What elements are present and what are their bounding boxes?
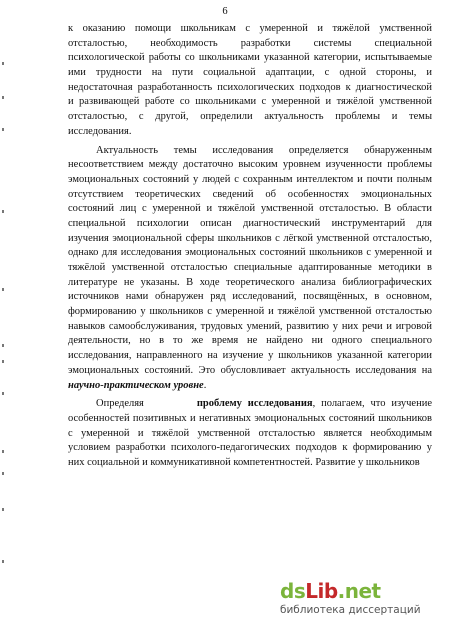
paragraph-2 <box>68 144 432 394</box>
text-line: и развивающей работе со школьниками с умеренной и тяжёлой умственной <box>68 96 432 108</box>
dslib-logo: dsLib.net <box>280 579 381 603</box>
emphasis-text: научно-практическом уровне <box>68 379 204 391</box>
text-line: источников нами обнаружен ряд исследований, посвящённых, в основном, <box>68 291 432 303</box>
page-number: 6 <box>222 6 228 17</box>
text-line: специальной психологии описан диагностический инструментарий для <box>68 217 432 229</box>
text-line: эмоциональных состояний. Это обусловливает актуальность исследования на <box>68 364 432 376</box>
text-line: особенностей позитивных и негативных эмоциональных состояний школьников <box>68 412 432 424</box>
text-line: них социальной и коммуникативной компетентностей. Развитие у школьников <box>68 456 420 468</box>
text-line: психологической работы со школьниками указанной категории, испытываемые <box>68 52 432 64</box>
text-line: состояний лиц с умеренной и тяжёлой умственной отсталостью. В области <box>68 203 432 215</box>
body-text <box>68 22 432 471</box>
text-line: формированию у школьников с умеренной и тяжёлой умственной отсталостью <box>68 306 432 318</box>
text-line: ими трудности на пути социальной адаптации, с одной стороны, и <box>68 67 432 79</box>
text-line: отсталостью, необходимость разработки системы специальной <box>68 37 432 49</box>
text-line: условием разработки психолого-педагогических подходов к формированию у <box>68 442 432 454</box>
text-fragment: . <box>203 379 207 391</box>
text-line: Актуальность темы исследования определяется обнаруженным <box>96 144 432 156</box>
text-line: навыков самообслуживания, трудовых умений, развитию у них речи и игровой <box>68 320 432 332</box>
watermark-subtitle: библиотека диссертаций <box>280 604 421 616</box>
text-line: эмоциональных состояний у людей с сохранным интеллектом и почти полным <box>68 173 432 185</box>
text-line: недостаточная разработанность психологических подходов к диагностической <box>68 81 432 93</box>
dslib-watermark <box>276 578 450 621</box>
text-line: отсталостью, с другой, определили актуальность проблемы и темы <box>68 111 432 123</box>
text-line: с умеренной и тяжёлой умственной отсталостью является необходимым <box>68 427 432 439</box>
scan-edge-marks <box>0 0 10 621</box>
text-fragment: , полагаем, что изучение <box>312 398 432 410</box>
text-line: тяжёлой умственной отсталостью специальные адаптированные методики в <box>68 262 432 273</box>
text-line: деятельности, но в то же время не найдено ни одного специального <box>68 335 432 347</box>
text-line: исследования. <box>68 125 132 137</box>
paragraph-1 <box>68 22 432 140</box>
text-line: литературе не указаны. В ходе теоретического анализа библиографических <box>68 276 432 288</box>
bold-term: проблему исследования <box>196 398 313 410</box>
text-line <box>68 379 432 394</box>
text-fragment: Определяя <box>96 398 144 410</box>
text-line: изучения эмоциональной сферы школьников с лёгкой умственной отсталостью, <box>68 232 432 244</box>
text-line: исследования, направленного на изучение у школьников указанной категории <box>68 350 432 362</box>
text-line: к оказанию помощи школьникам с умеренной и тяжёлой умственной <box>68 23 432 34</box>
text-line: несоответствием между достаточно высоким уровнем изученности проблемы <box>68 159 432 171</box>
text-line: отсутствием теоретических сведений об особенностях эмоциональных <box>68 188 432 200</box>
text-line: однако для исследования эмоциональных состояний школьников с умеренной и <box>68 247 432 259</box>
text-line <box>68 397 432 412</box>
paragraph-3 <box>68 397 432 470</box>
